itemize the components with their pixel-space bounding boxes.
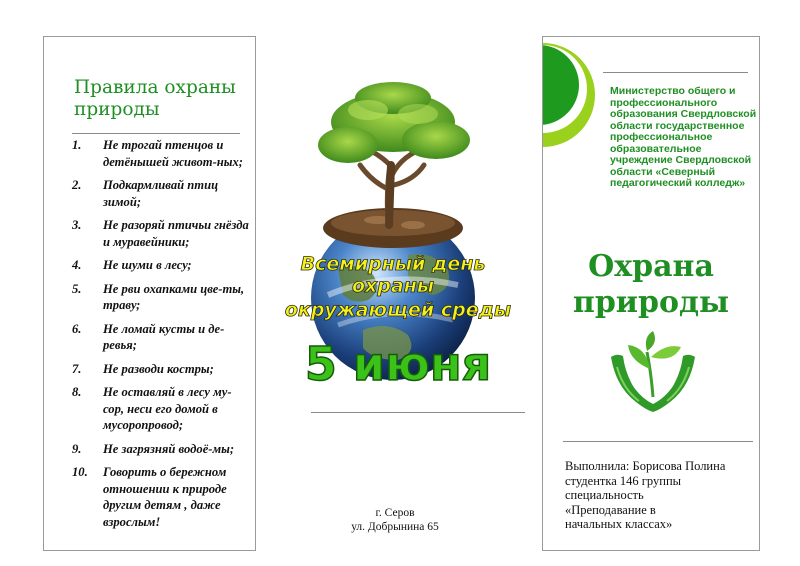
address-city: г. Серов bbox=[375, 507, 415, 519]
date-label: 5 июня bbox=[304, 337, 492, 391]
rule-text: Не трогай птенцов и детёнышей живот-ных; bbox=[103, 138, 243, 169]
rule-number: 2. bbox=[72, 178, 82, 192]
banner-line-2: охраны bbox=[351, 275, 435, 297]
rule-text: Не шуми в лесу; bbox=[103, 258, 192, 272]
rule-item bbox=[72, 217, 252, 250]
rule-number: 1. bbox=[72, 138, 82, 152]
author-line: студентка 146 группы bbox=[565, 473, 682, 488]
earth-day-illustration bbox=[268, 80, 518, 400]
rule-item bbox=[72, 177, 252, 210]
rule-item bbox=[72, 441, 252, 458]
rule-text: Говорить о бережном отношении к природе другим детям , даже взрослым! bbox=[103, 465, 227, 529]
rules-title: Правила охраны природы bbox=[74, 77, 236, 120]
rule-number: 8. bbox=[72, 385, 82, 399]
rule-number: 7. bbox=[72, 361, 82, 376]
rule-item bbox=[72, 384, 252, 434]
rules-panel bbox=[43, 36, 256, 551]
rule-item bbox=[72, 361, 252, 378]
decorative-arc-icon bbox=[543, 37, 613, 147]
brochure-title bbox=[543, 249, 759, 321]
rule-text: Не рви охапками цве-ты, траву; bbox=[103, 281, 245, 312]
divider bbox=[603, 72, 748, 73]
author-line: «Преподавание в bbox=[565, 502, 656, 517]
author-line: Выполнила: Борисова Полина bbox=[565, 459, 726, 473]
banner-line-1: Всемирный день bbox=[300, 253, 486, 275]
tree-icon bbox=[318, 82, 470, 225]
rules-list bbox=[72, 137, 252, 530]
hands-sprout-icon bbox=[603, 327, 703, 417]
author-info bbox=[565, 459, 755, 532]
ministry-text: Министерство общего и профессионального образования Свердловской области государственное профессиональное образовательное учреждение Свердловской области «Северный педагогический колледж» bbox=[610, 85, 757, 189]
rule-item bbox=[72, 321, 252, 354]
rule-text: Подкармливай птиц зимой; bbox=[103, 178, 219, 209]
divider bbox=[72, 133, 240, 134]
author-line: специальность bbox=[565, 488, 644, 502]
address-street: ул. Добрынина 65 bbox=[351, 521, 439, 533]
rule-number: 6. bbox=[72, 321, 82, 336]
rule-text: Не оставляй в лесу му-сор, неси его домой в мусоропровод; bbox=[103, 385, 232, 432]
rule-number: 9. bbox=[72, 441, 82, 456]
title-line-2: природы bbox=[572, 285, 730, 320]
cover-panel bbox=[542, 36, 760, 551]
rule-item bbox=[72, 137, 252, 170]
rule-item bbox=[72, 281, 252, 314]
rule-number: 4. bbox=[72, 258, 82, 272]
divider bbox=[563, 441, 753, 442]
rule-number: 5. bbox=[72, 281, 82, 296]
rule-item bbox=[72, 464, 252, 530]
rule-text: Не разводи костры; bbox=[103, 361, 214, 376]
divider bbox=[311, 412, 525, 413]
rule-number: 10. bbox=[72, 465, 88, 479]
title-line-1: Охрана bbox=[588, 249, 714, 284]
rule-number: 3. bbox=[72, 218, 82, 232]
rule-text: Не разоряй птичьи гнёзда и муравейники; bbox=[103, 218, 249, 249]
author-line: начальных классах» bbox=[565, 517, 673, 531]
banner-line-3: окружающей среды bbox=[284, 299, 512, 321]
address bbox=[330, 506, 460, 534]
rule-text: Не ломай кусты и де-ревья; bbox=[103, 321, 225, 352]
rule-text: Не загрязняй водоё-мы; bbox=[103, 441, 235, 456]
rule-item bbox=[72, 257, 252, 274]
